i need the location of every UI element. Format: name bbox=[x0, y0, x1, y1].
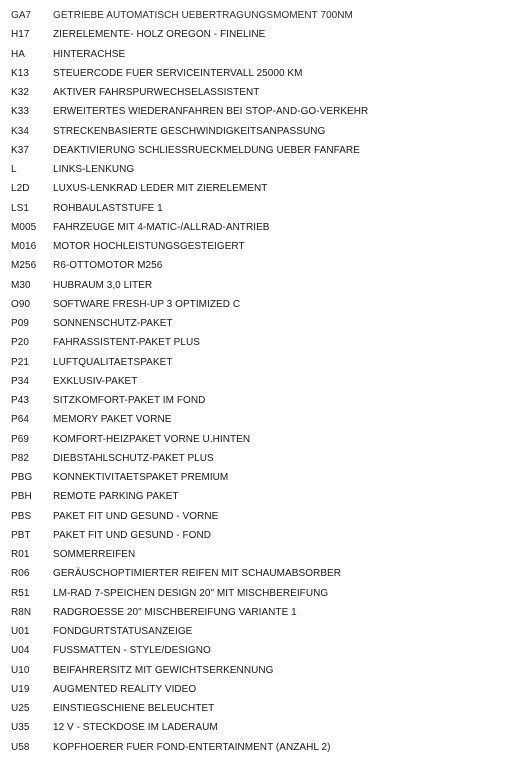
equipment-row bbox=[0, 333, 512, 352]
equipment-description: SITZKOMFORT-PAKET IM FOND bbox=[53, 395, 206, 406]
equipment-row bbox=[0, 680, 512, 699]
equipment-row bbox=[0, 603, 512, 622]
equipment-description: BEIFAHRERSITZ MIT GEWICHTSERKENNUNG bbox=[53, 664, 274, 676]
equipment-row bbox=[0, 256, 512, 275]
equipment-row bbox=[0, 25, 512, 44]
equipment-row bbox=[0, 661, 512, 680]
equipment-code: U04 bbox=[11, 645, 30, 657]
equipment-code: R01 bbox=[11, 549, 30, 560]
equipment-code: O90 bbox=[11, 298, 31, 310]
equipment-row bbox=[0, 468, 512, 487]
equipment-description: FAHRZEUGE MIT 4-MATIC-/ALLRAD-ANTRIEB bbox=[53, 221, 270, 233]
equipment-row bbox=[0, 353, 512, 372]
equipment-row bbox=[0, 218, 512, 237]
equipment-row bbox=[0, 102, 512, 121]
equipment-row bbox=[0, 160, 512, 179]
equipment-row bbox=[0, 372, 512, 391]
equipment-code: K13 bbox=[11, 67, 29, 79]
equipment-code: M256 bbox=[11, 260, 37, 272]
equipment-description: LINKS-LENKUNG bbox=[53, 164, 135, 175]
equipment-description: AKTIVER FAHRSPURWECHSELASSISTENT bbox=[53, 87, 260, 98]
equipment-code: H17 bbox=[11, 29, 30, 41]
equipment-row bbox=[0, 64, 512, 83]
equipment-description: PAKET FIT UND GESUND - VORNE bbox=[53, 510, 219, 522]
equipment-description: LUXUS-LENKRAD LEDER MIT ZIERELEMENT bbox=[53, 183, 268, 195]
equipment-code: P21 bbox=[11, 356, 29, 368]
equipment-code: GA7 bbox=[11, 10, 32, 21]
equipment-row bbox=[0, 6, 512, 25]
equipment-description: RADGROESSE 20" MISCHBEREIFUNG VARIANTE 1 bbox=[53, 606, 297, 618]
equipment-description: 12 V - STECKDOSE IM LADERAUM bbox=[53, 722, 218, 734]
equipment-row bbox=[0, 622, 512, 641]
equipment-code: K37 bbox=[11, 144, 29, 156]
equipment-row bbox=[0, 738, 512, 757]
equipment-code: P20 bbox=[11, 337, 29, 349]
equipment-description: FUSSMATTEN - STYLE/DESIGNO bbox=[53, 645, 211, 657]
equipment-code: P34 bbox=[11, 375, 29, 387]
equipment-description: MOTOR HOCHLEISTUNGSGESTEIGERT bbox=[53, 241, 245, 252]
equipment-row bbox=[0, 45, 512, 64]
equipment-code: HA bbox=[11, 48, 25, 60]
equipment-description: SONNENSCHUTZ-PAKET bbox=[53, 318, 173, 329]
equipment-code: U01 bbox=[11, 626, 30, 637]
equipment-code: U25 bbox=[11, 703, 30, 714]
equipment-row bbox=[0, 545, 512, 564]
equipment-description: DIEBSTAHLSCHUTZ-PAKET PLUS bbox=[53, 452, 214, 464]
equipment-code: U58 bbox=[11, 741, 30, 753]
equipment-code: PBT bbox=[11, 529, 31, 541]
equipment-code: P43 bbox=[11, 395, 29, 406]
equipment-code: P09 bbox=[11, 318, 29, 329]
equipment-code: R06 bbox=[11, 568, 30, 580]
equipment-row bbox=[0, 449, 512, 468]
equipment-description: ZIERELEMENTE- HOLZ OREGON - FINELINE bbox=[53, 29, 266, 41]
equipment-code: R51 bbox=[11, 587, 30, 599]
equipment-row bbox=[0, 584, 512, 603]
equipment-row bbox=[0, 295, 512, 314]
equipment-code: M005 bbox=[11, 221, 37, 233]
equipment-description: ROHBAULASTSTUFE 1 bbox=[53, 202, 163, 214]
equipment-code: P69 bbox=[11, 433, 29, 445]
equipment-description: AUGMENTED REALITY VIDEO bbox=[53, 683, 197, 695]
equipment-description: R6-OTTOMOTOR M256 bbox=[53, 260, 163, 272]
equipment-description: REMOTE PARKING PAKET bbox=[53, 491, 179, 503]
equipment-row bbox=[0, 237, 512, 256]
equipment-code: K32 bbox=[11, 87, 29, 98]
equipment-code: U10 bbox=[11, 664, 30, 676]
equipment-description: FAHRASSISTENT-PAKET PLUS bbox=[53, 337, 200, 349]
equipment-code: LS1 bbox=[11, 202, 29, 214]
equipment-row bbox=[0, 199, 512, 218]
equipment-code: U35 bbox=[11, 722, 30, 734]
equipment-code: PBG bbox=[11, 472, 33, 483]
equipment-description: GERÄUSCHOPTIMIERTER REIFEN MIT SCHAUMABSORBER bbox=[53, 568, 342, 580]
equipment-description: EINSTIEGSCHIENE BELEUCHTET bbox=[53, 703, 215, 714]
equipment-description: DEAKTIVIERUNG SCHLIESSRUECKMELDUNG UEBER FANFARE bbox=[53, 144, 360, 156]
equipment-row bbox=[0, 410, 512, 429]
equipment-description: ERWEITERTES WIEDERANFAHREN BEI STOP-AND-GO-VERKEHR bbox=[53, 106, 369, 118]
equipment-description: KONNEKTIVITAETSPAKET PREMIUM bbox=[53, 472, 229, 483]
equipment-code: PBS bbox=[11, 510, 32, 522]
equipment-row bbox=[0, 526, 512, 545]
equipment-row bbox=[0, 276, 512, 295]
equipment-row bbox=[0, 141, 512, 160]
equipment-description: MEMORY PAKET VORNE bbox=[53, 414, 172, 426]
equipment-row bbox=[0, 699, 512, 718]
equipment-description: PAKET FIT UND GESUND - FOND bbox=[53, 529, 212, 541]
equipment-row bbox=[0, 430, 512, 449]
equipment-code: L bbox=[11, 164, 17, 175]
equipment-code: K34 bbox=[11, 125, 29, 137]
equipment-description: KOMFORT-HEIZPAKET VORNE U.HINTEN bbox=[53, 433, 251, 445]
equipment-code: M016 bbox=[11, 241, 37, 252]
equipment-code: P82 bbox=[11, 452, 29, 464]
equipment-code: PBH bbox=[11, 491, 32, 503]
equipment-code: P64 bbox=[11, 414, 29, 426]
equipment-description: GETRIEBE AUTOMATISCH UEBERTRAGUNGSMOMENT 700NM bbox=[53, 10, 353, 21]
equipment-code: K33 bbox=[11, 106, 29, 118]
equipment-description: STEUERCODE FUER SERVICEINTERVALL 25000 KM bbox=[53, 67, 303, 79]
equipment-code-list bbox=[0, 6, 512, 757]
equipment-row bbox=[0, 314, 512, 333]
equipment-row bbox=[0, 487, 512, 506]
equipment-code: L2D bbox=[11, 183, 30, 195]
equipment-description: KOPFHOERER FUER FOND-ENTERTAINMENT (ANZAHL 2) bbox=[53, 741, 331, 753]
equipment-row bbox=[0, 507, 512, 526]
equipment-code: U19 bbox=[11, 683, 30, 695]
equipment-description: HUBRAUM 3,0 LITER bbox=[53, 279, 153, 291]
equipment-row bbox=[0, 179, 512, 198]
equipment-description: LUFTQUALITAETSPAKET bbox=[53, 356, 173, 368]
equipment-row bbox=[0, 564, 512, 583]
equipment-row bbox=[0, 391, 512, 410]
equipment-description: SOMMERREIFEN bbox=[53, 549, 136, 560]
equipment-row bbox=[0, 718, 512, 737]
equipment-row bbox=[0, 641, 512, 660]
equipment-code: M30 bbox=[11, 279, 31, 291]
equipment-code: R8N bbox=[11, 606, 32, 618]
equipment-row bbox=[0, 83, 512, 102]
equipment-description: SOFTWARE FRESH-UP 3 OPTIMIZED C bbox=[53, 298, 241, 310]
equipment-description: LM-RAD 7-SPEICHEN DESIGN 20" MIT MISCHBEREIFUNG bbox=[53, 587, 329, 599]
equipment-description: HINTERACHSE bbox=[53, 48, 126, 60]
equipment-row bbox=[0, 122, 512, 141]
equipment-description: STRECKENBASIERTE GESCHWINDIGKEITSANPASSUNG bbox=[53, 125, 326, 137]
equipment-description: FONDGURTSTATUSANZEIGE bbox=[53, 626, 193, 637]
equipment-description: EXKLUSIV-PAKET bbox=[53, 375, 138, 387]
